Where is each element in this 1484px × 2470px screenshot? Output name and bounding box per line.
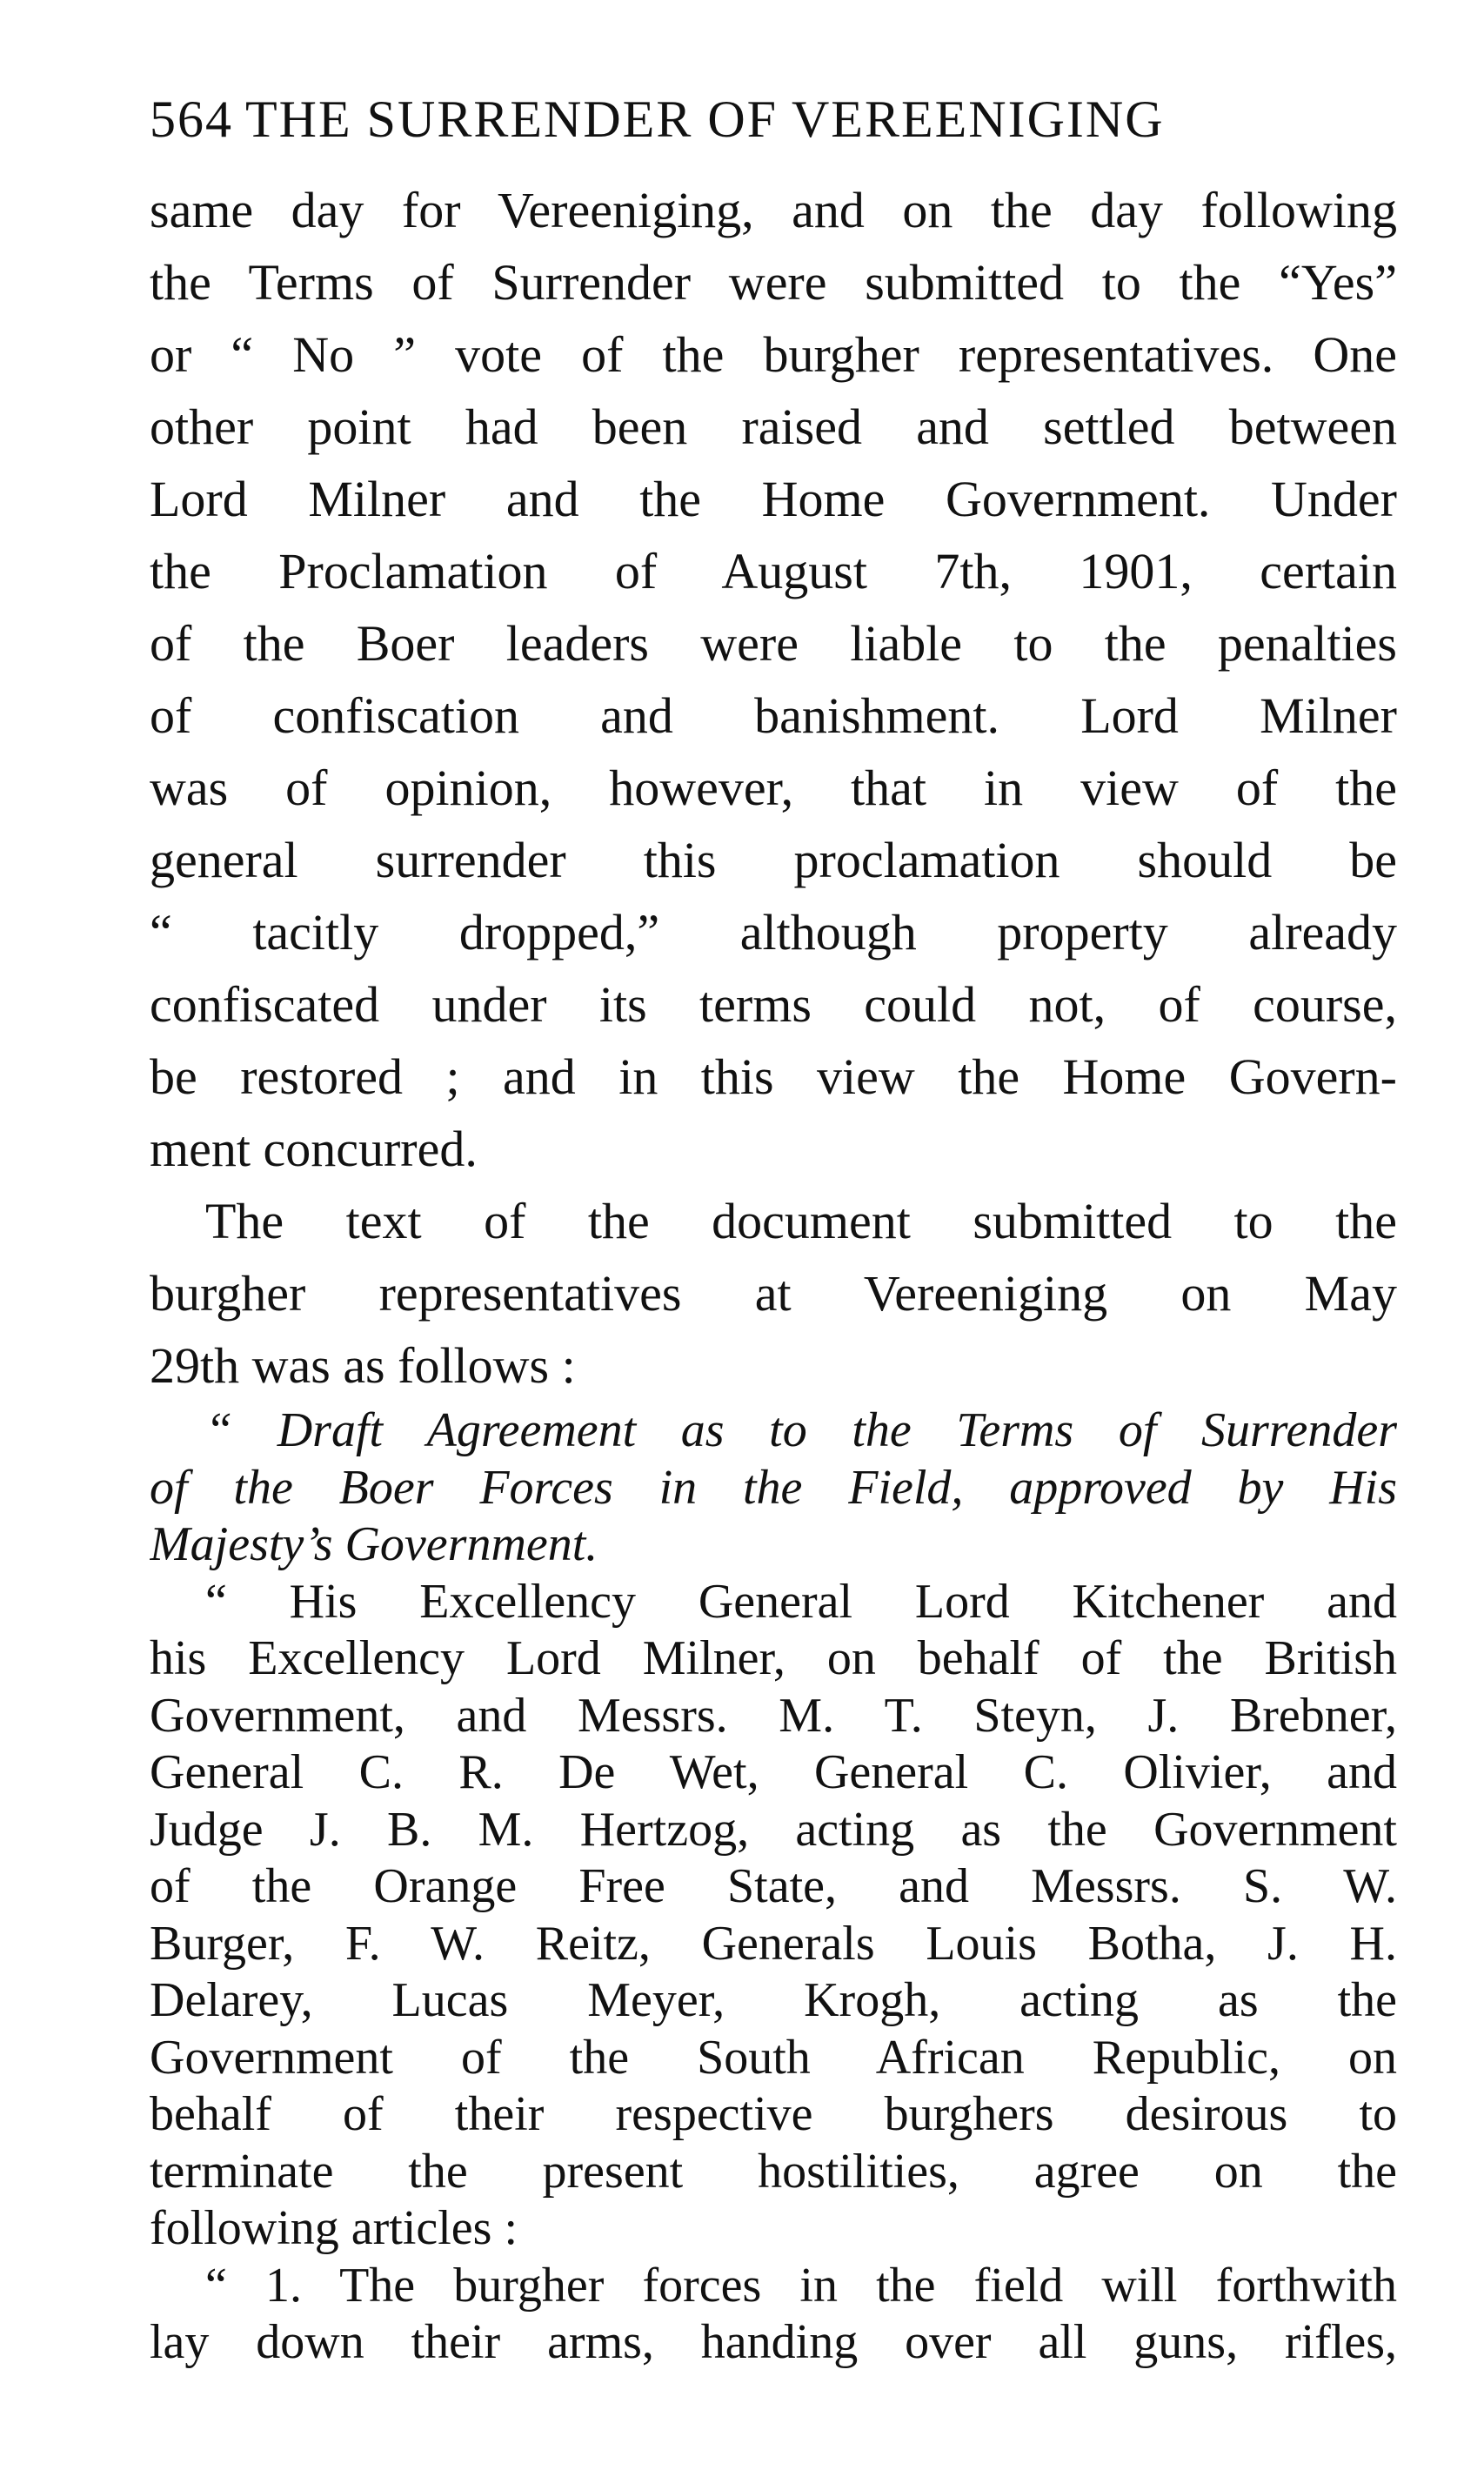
quoted-agreement: [150, 1402, 1397, 2372]
body-line: Lord Milner and the Home Government. Under: [150, 471, 1397, 527]
body-line: “ tacitly dropped,” although property already: [150, 904, 1397, 961]
agreement-line: Burger, F. W. Reitz, Generals Louis Botha, J. H.: [150, 1916, 1397, 1971]
body-line: or “ No ” vote of the burgher representatives. One: [150, 326, 1397, 383]
agreement-article-line: “ 1. The burgher forces in the field will forthwith: [205, 2258, 1397, 2313]
body-line: the Terms of Surrender were submitted to the “Yes”: [150, 254, 1397, 311]
agreement-line: following articles :: [150, 2201, 518, 2255]
body-line: The text of the document submitted to the: [205, 1193, 1397, 1249]
agreement-line: of the Orange Free State, and Messrs. S. W.: [150, 1859, 1397, 1913]
agreement-line: “ His Excellency General Lord Kitchener and: [205, 1574, 1397, 1629]
body-line: confiscated under its terms could not, of course,: [150, 976, 1397, 1033]
body-line: ment concurred.: [150, 1121, 478, 1177]
body-line: same day for Vereeniging, and on the day following: [150, 182, 1397, 238]
agreement-line: General C. R. De Wet, General C. Olivier, and: [150, 1745, 1397, 1799]
running-title: THE SURRENDER OF VEREENIGING: [245, 90, 1165, 148]
body-line: general surrender this proclamation should be: [150, 832, 1397, 888]
body-line: other point had been raised and settled between: [150, 398, 1397, 455]
body-paragraphs: [150, 174, 1397, 1402]
agreement-line: behalf of their respective burghers desirous to: [150, 2087, 1397, 2141]
body-line: of the Boer leaders were liable to the penalties: [150, 615, 1397, 672]
agreement-line: Delarey, Lucas Meyer, Krogh, acting as the: [150, 1973, 1397, 2027]
agreement-title-line: “ Draft Agreement as to the Terms of Surrender: [205, 1403, 1397, 1457]
body-line: of confiscation and banishment. Lord Milner: [150, 687, 1397, 744]
agreement-line: terminate the present hostilities, agree on the: [150, 2144, 1397, 2199]
agreement-article-line: lay down their arms, handing over all guns, rifles,: [150, 2315, 1397, 2369]
page-number: 564: [150, 90, 233, 148]
running-header: [150, 80, 1402, 158]
body-line: was of opinion, however, that in view of the: [150, 760, 1397, 816]
agreement-line: Government of the South African Republic, on: [150, 2030, 1397, 2085]
agreement-title-line: of the Boer Forces in the Field, approved by His: [150, 1460, 1397, 1515]
agreement-line: Government, and Messrs. M. T. Steyn, J. Brebner,: [150, 1688, 1397, 1743]
body-line: 29th was as follows :: [150, 1337, 576, 1394]
body-line: burgher representatives at Vereeniging on May: [150, 1265, 1397, 1322]
agreement-line: his Excellency Lord Milner, on behalf of the British: [150, 1631, 1397, 1685]
agreement-title-line: Majesty’s Government.: [150, 1517, 598, 1571]
body-line: be restored ; and in this view the Home Govern-: [150, 1048, 1397, 1105]
agreement-line: Judge J. B. M. Hertzog, acting as the Government: [150, 1802, 1397, 1857]
body-line: the Proclamation of August 7th, 1901, certain: [150, 543, 1397, 599]
